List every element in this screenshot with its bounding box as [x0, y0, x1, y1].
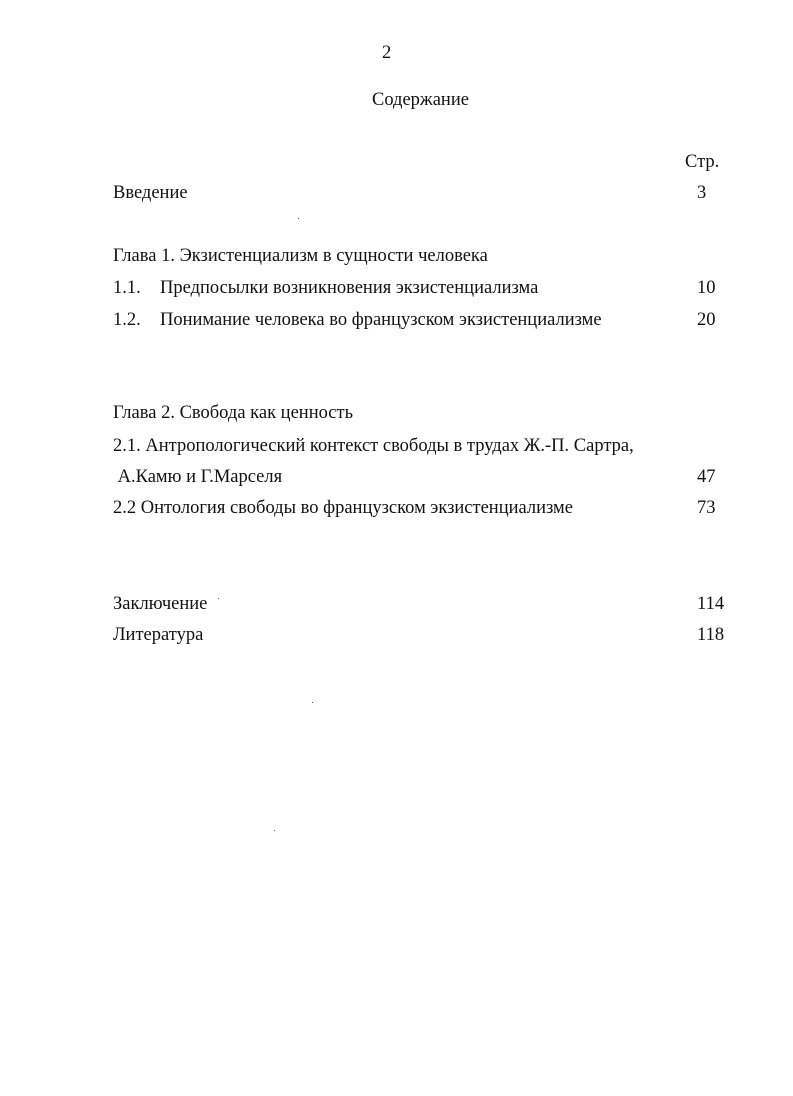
scan-speck: [312, 702, 313, 703]
toc-literature: Литература: [113, 625, 204, 645]
toc-page: 20: [697, 310, 716, 330]
toc-section-1-1: Предпосылки возникновения экзистенциализма: [160, 278, 539, 298]
toc-page: 73: [697, 498, 716, 518]
toc-section-1-2: Понимание человека во французском экзистенциализме: [160, 310, 602, 330]
toc-page: 3: [697, 183, 707, 203]
toc-section-2-2: 2.2 Онтология свободы во французском экзистенциализме: [113, 498, 573, 518]
page-number: 2: [382, 43, 392, 63]
scan-speck: [274, 830, 275, 831]
toc-page: 10: [697, 278, 716, 298]
toc-chapter-2: Глава 2. Свобода как ценность: [113, 403, 354, 423]
scan-speck: [298, 218, 299, 219]
page-title: Содержание: [372, 90, 469, 110]
scan-speck: [218, 598, 219, 599]
toc-section-number: 1.2.: [113, 310, 141, 330]
toc-section-number: 1.1.: [113, 278, 141, 298]
toc-conclusion: Заключение: [113, 594, 208, 614]
toc-page: 118: [697, 625, 725, 645]
toc-page: 47: [697, 467, 716, 487]
page-column-header: Стр.: [685, 152, 720, 172]
toc-page: 114: [697, 594, 725, 614]
toc-entry-introduction: Введение: [113, 183, 188, 203]
toc-chapter-1: Глава 1. Экзистенциализм в сущности человека: [113, 246, 488, 266]
toc-section-2-1: 2.1. Антропологический контекст свободы в трудах Ж.-П. Сартра,: [113, 436, 634, 456]
toc-section-2-1-cont: А.Камю и Г.Марселя: [113, 467, 283, 487]
